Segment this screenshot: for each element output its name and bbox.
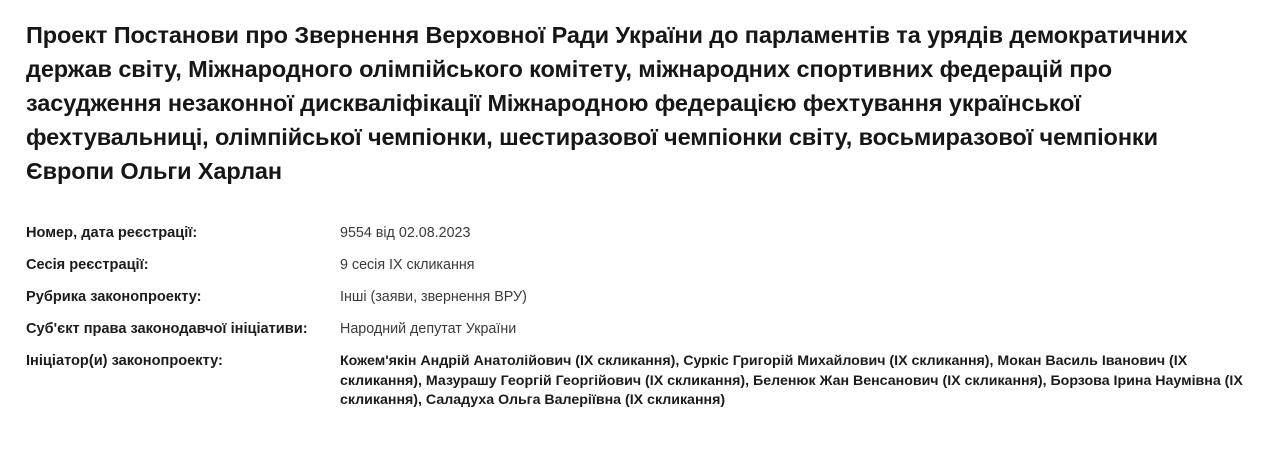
table-row	[26, 352, 1254, 424]
meta-label-registration-number: Номер, дата реєстрації:	[26, 225, 198, 241]
meta-value-initiators: Кожем'якін Андрій Анатолійович (IX скликання), Суркіс Григорій Михайлович (IX скликання), Мокан Василь Іванович (IX скликання), Мазурашу Георгій Георгійович (IX скликання), Беленюк Жан Венсанович (IX скликання), Борзова Ірина Наумівна (IX скликання), Саладуха Ольга Валеріївна (IX скликання)	[340, 353, 1243, 408]
table-row	[26, 256, 1254, 288]
page-title: Проект Постанови про Звернення Верховної Ради України до парламентів та урядів демократичних держав світу, Міжнародного олімпійського комітету, міжнародних спортивних федерацій про засудження незаконної дискваліфікації Міжнародною федерацією фехтування української фехтувальниці, олімпійської чемпіонки, шестиразової чемпіонки світу, восьмиразової чемпіонки Європи Ольги Харлан	[26, 22, 1188, 184]
meta-value-legislative-subject: Народний депутат України	[340, 321, 517, 337]
meta-label-session: Сесія реєстрації:	[26, 257, 149, 273]
document-metadata-table	[26, 224, 1254, 424]
table-row	[26, 288, 1254, 320]
table-row	[26, 224, 1254, 256]
meta-value-session: 9 сесія IX скликання	[340, 257, 475, 273]
table-row	[26, 320, 1254, 352]
meta-label-rubric: Рубрика законопроекту:	[26, 289, 202, 305]
meta-value-registration-number: 9554 від 02.08.2023	[340, 225, 471, 241]
meta-label-initiators: Ініціатор(и) законопроекту:	[26, 353, 223, 369]
meta-value-rubric: Інші (заяви, звернення ВРУ)	[340, 289, 527, 305]
meta-label-legislative-subject: Суб'єкт права законодавчої ініціативи:	[26, 321, 308, 337]
